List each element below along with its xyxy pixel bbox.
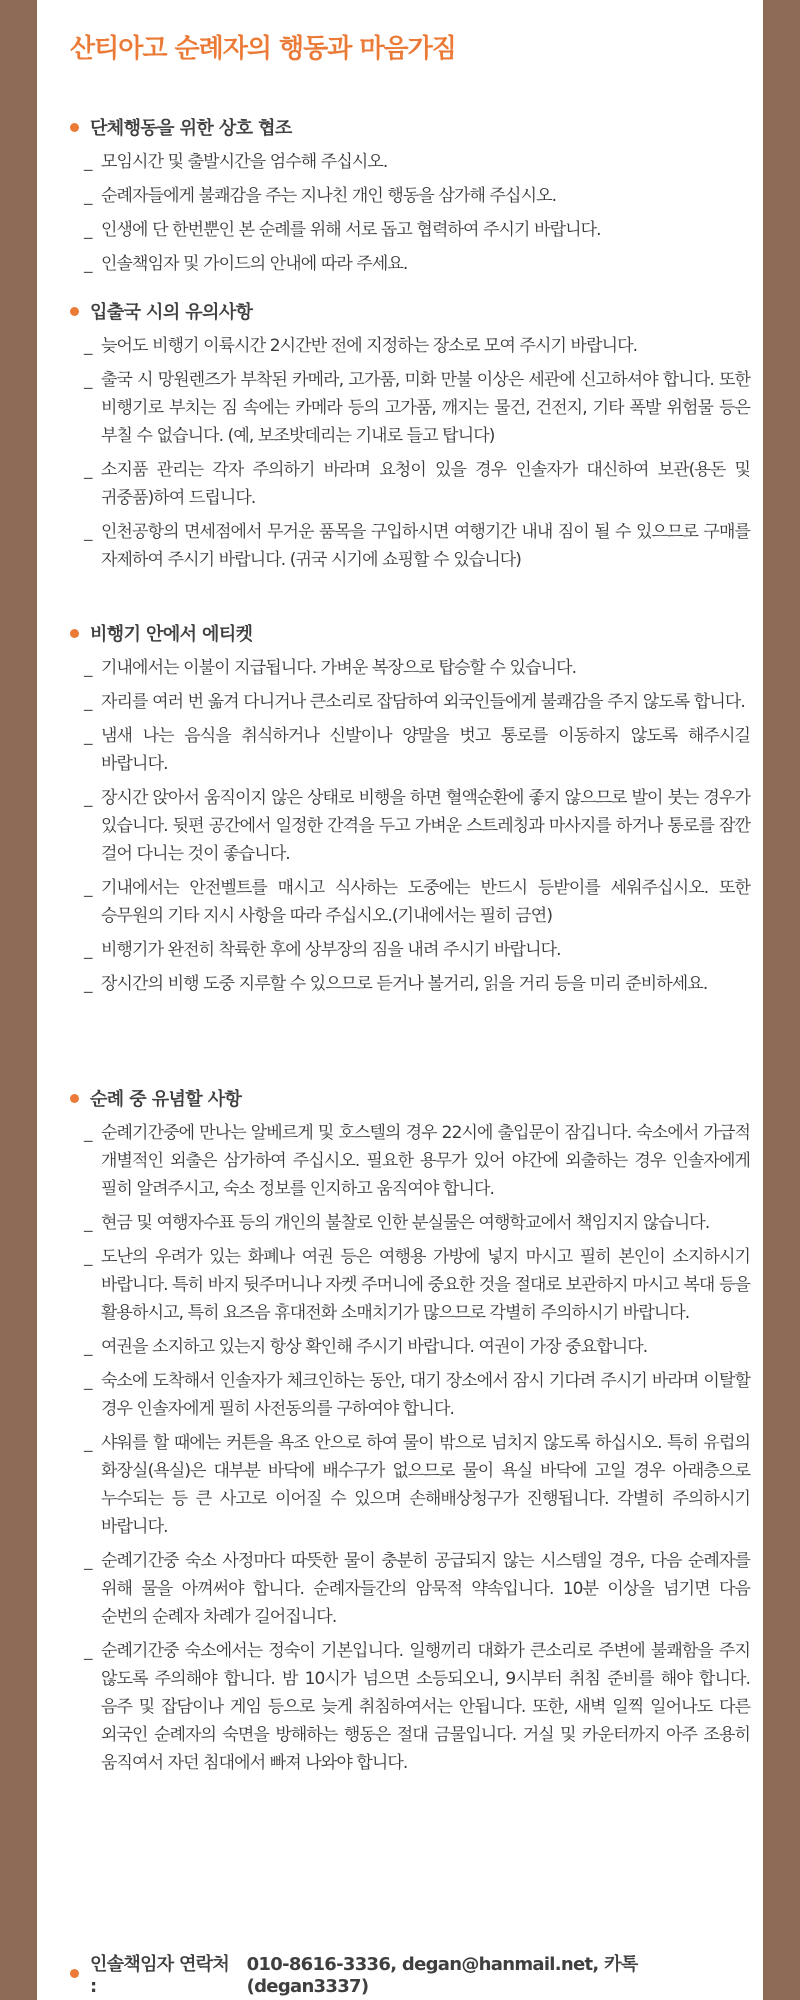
dash-marker: _ <box>84 1123 92 1143</box>
rule-list <box>70 332 750 574</box>
rule-item <box>70 722 750 778</box>
section-heading-text: 비행기 안에서 에티켓 <box>90 624 253 645</box>
rule-text: 현금 및 여행자수표 등의 개인의 불찰로 인한 분실물은 여행학교에서 책임지지 않습니다. <box>101 1213 710 1233</box>
rule-text: 출국 시 망원렌즈가 부착된 카메라, 고가품, 미화 만불 이상은 세관에 신고하셔야 합니다. 또한 비행기로 부치는 짐 속에는 카메라 등의 고가품, 깨지는 물건, 건전지, 기타 폭발 위험물 등은 부칠 수 없습니다. (예, 보조밧데리는 기내로 들고 탑니다) <box>101 370 750 446</box>
dash-marker: _ <box>84 878 92 898</box>
section-heading <box>70 1083 750 1113</box>
rule-item <box>70 1429 750 1541</box>
rule-list <box>70 654 750 998</box>
rule-item <box>70 1119 750 1203</box>
section-immigration <box>70 296 750 580</box>
dash-marker: _ <box>84 1551 92 1571</box>
bullet-icon <box>70 629 79 638</box>
rule-text: 자리를 여러 번 옮겨 다니거나 큰소리로 잡담하여 외국인들에게 불쾌감을 주지 않도록 합니다. <box>101 692 745 712</box>
rule-text: 인생에 단 한번뿐인 본 순례를 위해 서로 돕고 협력하여 주시기 바랍니다. <box>101 220 601 240</box>
dash-marker: _ <box>84 336 92 356</box>
rule-item <box>70 148 750 176</box>
rule-item <box>70 1637 750 1777</box>
rule-text: 샤워를 할 때에는 커튼을 욕조 안으로 하여 물이 밖으로 넘치지 않도록 하십시오. 특히 유럽의 화장실(욕실)은 대부분 바닥에 배수구가 없으므로 물이 욕실 바닥에 고일 경우 아래층으로 누수되는 등 큰 사고로 이어질 수 있으며 손해배상청구가 진행됩니다. 각별히 주의하시기 바랍니다. <box>101 1433 750 1537</box>
bullet-icon <box>70 123 79 132</box>
rule-item <box>70 970 750 998</box>
dash-marker: _ <box>84 1247 92 1267</box>
rule-item <box>70 1333 750 1361</box>
rule-item <box>70 1367 750 1423</box>
rule-item <box>70 216 750 244</box>
rule-text: 인천공항의 면세점에서 무거운 품목을 구입하시면 여행기간 내내 짐이 될 수 있으므로 구매를 자제하여 주시기 바랍니다. (귀국 시기에 쇼핑할 수 있습니다) <box>101 522 750 570</box>
rule-text: 모임시간 및 출발시간을 엄수해 주십시오. <box>101 152 388 172</box>
section-heading-text: 입출국 시의 유의사항 <box>90 302 253 323</box>
rule-text: 여권을 소지하고 있는지 항상 확인해 주시기 바랍니다. 여권이 가장 중요합니다. <box>101 1337 648 1357</box>
dash-marker: _ <box>84 460 92 480</box>
dash-marker: _ <box>84 220 92 240</box>
dash-marker: _ <box>84 1641 92 1661</box>
dash-marker: _ <box>84 658 92 678</box>
contact-label: 인솔책임자 연락처 : <box>90 1954 230 1997</box>
document-sheet <box>37 0 763 2000</box>
section-heading-text: 순례 중 유념할 사항 <box>90 1089 242 1110</box>
bullet-icon <box>70 1094 79 1103</box>
section-heading <box>70 296 750 326</box>
rule-text: 비행기가 완전히 착륙한 후에 상부장의 짐을 내려 주시기 바랍니다. <box>101 940 561 960</box>
page-title: 산티아고 순례자의 행동과 마음가짐 <box>70 34 456 64</box>
rule-item <box>70 1209 750 1237</box>
rule-text: 숙소에 도착해서 인솔자가 체크인하는 동안, 대기 장소에서 잠시 기다려 주시기 바라며 이탈할 경우 인솔자에게 필히 사전동의를 구하여야 합니다. <box>101 1371 750 1419</box>
rule-item <box>70 784 750 868</box>
dash-marker: _ <box>84 788 92 808</box>
rule-text: 순례자들에게 불쾌감을 주는 지나친 개인 행동을 삼가해 주십시오. <box>101 186 557 206</box>
rule-list <box>70 148 750 278</box>
rule-item <box>70 654 750 682</box>
contact-line <box>70 1950 763 1997</box>
bullet-icon <box>70 1969 79 1978</box>
dash-marker: _ <box>84 1433 92 1453</box>
dash-marker: _ <box>84 1337 92 1357</box>
rule-item <box>70 456 750 512</box>
rule-text: 도난의 우려가 있는 화폐나 여권 등은 여행용 가방에 넣지 마시고 필히 본인이 소지하시기 바랍니다. 특히 바지 뒷주머니나 자켓 주머니에 중요한 것을 절대로 보관하지 마시고 복대 등을 활용하시고, 특히 요즈음 휴대전화 소매치기가 많으므로 각별히 주의하시기 바랍니다. <box>101 1247 750 1323</box>
rule-item <box>70 518 750 574</box>
dash-marker: _ <box>84 692 92 712</box>
dash-marker: _ <box>84 370 92 390</box>
rule-item <box>70 936 750 964</box>
section-group-cooperation <box>70 112 750 284</box>
section-heading-text: 단체행동을 위한 상호 협조 <box>90 118 292 139</box>
rule-item <box>70 366 750 450</box>
rule-text: 장시간의 비행 도중 지루할 수 있으므로 듣거나 볼거리, 읽을 거리 등을 미리 준비하세요. <box>101 974 708 994</box>
bullet-icon <box>70 307 79 316</box>
rule-text: 기내에서는 이불이 지급됩니다. 가벼운 복장으로 탑승할 수 있습니다. <box>101 658 577 678</box>
rule-item <box>70 1243 750 1327</box>
rule-text: 장시간 앉아서 움직이지 않은 상태로 비행을 하면 혈액순환에 좋지 않으므로 발이 붓는 경우가 있습니다. 뒷편 공간에서 일정한 간격을 두고 가벼운 스트레칭과 마사지를 하거나 통로를 잠깐 걸어 다니는 것이 좋습니다. <box>101 788 750 864</box>
rule-text: 소지품 관리는 각자 주의하기 바라며 요청이 있을 경우 인솔자가 대신하여 보관(용돈 및 귀중품)하여 드립니다. <box>101 460 750 508</box>
dash-marker: _ <box>84 254 92 274</box>
rule-text: 냄새 나는 음식을 취식하거나 신발이나 양말을 벗고 통로를 이동하지 않도록 해주시길 바랍니다. <box>101 726 750 774</box>
rule-list <box>70 1119 750 1777</box>
rule-text: 순례기간중 숙소 사정마다 따뜻한 물이 충분히 공급되지 않는 시스템일 경우, 다음 순례자를 위해 물을 아껴써야 합니다. 순례자들간의 암묵적 약속입니다. 10분 이상을 넘기면 다음 순번의 순례자 차례가 길어집니다. <box>101 1551 750 1627</box>
rule-item <box>70 1547 750 1631</box>
rule-text: 늦어도 비행기 이륙시간 2시간반 전에 지정하는 장소로 모여 주시기 바랍니다. <box>101 336 638 356</box>
dash-marker: _ <box>84 1213 92 1233</box>
rule-item <box>70 874 750 930</box>
rule-item <box>70 182 750 210</box>
dash-marker: _ <box>84 186 92 206</box>
rule-item <box>70 250 750 278</box>
rule-item <box>70 332 750 360</box>
dash-marker: _ <box>84 152 92 172</box>
dash-marker: _ <box>84 1371 92 1391</box>
rule-text: 기내에서는 안전벨트를 매시고 식사하는 도중에는 반드시 등받이를 세워주십시오. 또한 승무원의 기타 지시 사항을 따라 주십시오.(기내에서는 필히 금연) <box>101 878 750 926</box>
dash-marker: _ <box>84 522 92 542</box>
rule-text: 순례기간중 숙소에서는 정숙이 기본입니다. 일행끼리 대화가 큰소리로 주변에 불쾌함을 주지 않도록 주의해야 합니다. 밤 10시가 넘으면 소등되오니, 9시부터 취침 준비를 해야 합니다. 음주 및 잡담이나 게임 등으로 늦게 취침하여서는 안됩니다. 또한, 새벽 일찍 일어나도 다른 외국인 순례자의 숙면을 방해하는 행동은 절대 금물입니다. 거실 및 카운터까지 아주 조용히 움직여서 자던 침대에서 빠져 나와야 합니다. <box>101 1641 750 1773</box>
dash-marker: _ <box>84 974 92 994</box>
contact-value: 010-8616-3336, degan@hanmail.net, 카톡 (degan3337) <box>246 1954 638 1997</box>
rule-text: 순례기간중에 만나는 알베르게 및 호스텔의 경우 22시에 출입문이 잠깁니다. 숙소에서 가급적 개별적인 외출은 삼가하여 주십시오. 필요한 용무가 있어 야간에 외출하는 경우 인솔자에게 필히 알려주시고, 숙소 정보를 인지하고 움직여야 합니다. <box>101 1123 750 1199</box>
section-heading <box>70 618 750 648</box>
section-heading <box>70 112 750 142</box>
section-airplane-etiquette <box>70 618 750 1004</box>
dash-marker: _ <box>84 726 92 746</box>
section-pilgrimage-notes <box>70 1083 750 1783</box>
rule-text: 인솔책임자 및 가이드의 안내에 따라 주세요. <box>101 254 408 274</box>
rule-item <box>70 688 750 716</box>
dash-marker: _ <box>84 940 92 960</box>
